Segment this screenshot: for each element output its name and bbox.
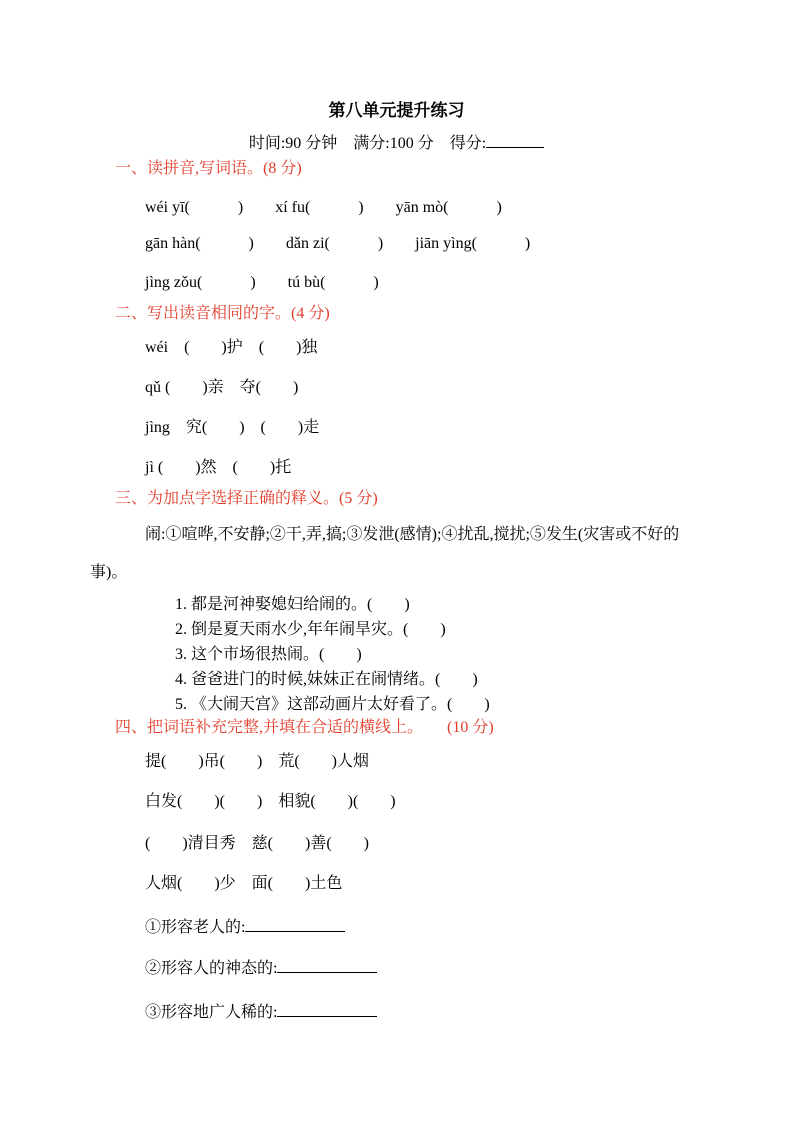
pinyin-row-2: gān hàn( ) dǎn zi( ) jiān yìng( ) <box>145 235 531 252</box>
meaning-item-2: 2. 倒是夏天雨水少,年年闹旱灾。( ) <box>175 621 446 638</box>
fill-item-2-blank-line <box>277 958 377 973</box>
meta-text: 时间:90 分钟 满分:100 分 得分: <box>248 135 487 152</box>
exam-meta <box>90 133 703 155</box>
word-complete-row-3: ( )清目秀 慈( )善( ) <box>145 835 369 852</box>
section-4-heading: 四、把词语补充完整,并填在合适的横线上。 (10 分) <box>115 719 494 736</box>
pinyin-row-3: jìng zǒu( ) tú bù( ) <box>145 274 379 291</box>
meaning-item-3: 3. 这个市场很热闹。( ) <box>175 646 362 663</box>
same-sound-row-4: jì ( )然 ( )托 <box>145 459 292 476</box>
fill-item-2-label: ②形容人的神态的: <box>145 960 278 977</box>
page-title: 第八单元提升练习 <box>328 101 465 120</box>
pinyin-row-1: wéi yī( ) xí fu( ) yān mò( ) <box>145 199 502 216</box>
fill-item-2 <box>145 958 703 980</box>
section-1-heading: 一、读拼音,写词语。(8 分) <box>115 160 302 177</box>
section-3-heading: 三、为加点字选择正确的释义。(5 分) <box>115 490 378 507</box>
fill-item-3-label: ③形容地广人稀的: <box>145 1004 278 1021</box>
same-sound-row-3: jìng 究( ) ( )走 <box>145 419 320 436</box>
word-complete-row-4: 人烟( )少 面( )土色 <box>145 875 343 892</box>
meaning-item-4: 4. 爸爸进门的时候,妹妹正在闹情绪。( ) <box>175 671 478 688</box>
word-complete-row-2: 白发( )( ) 相貌( )( ) <box>145 793 396 810</box>
score-blank-line <box>486 133 544 148</box>
fill-item-1-label: ①形容老人的: <box>145 919 246 936</box>
fill-item-1 <box>145 917 703 939</box>
fill-item-1-blank-line <box>245 917 345 932</box>
fill-item-3 <box>145 1002 703 1024</box>
meaning-item-1: 1. 都是河神娶媳妇给闹的。( ) <box>175 596 410 613</box>
section-2-heading: 二、写出读音相同的字。(4 分) <box>115 305 330 322</box>
same-sound-row-2: qǔ ( )亲 夺( ) <box>145 379 299 396</box>
word-complete-row-1: 提( )吊( ) 荒( )人烟 <box>145 753 369 770</box>
definition-paragraph: 闹:①喧哗,不安静;②干,弄,搞;③发泄(感情);④扰乱,搅扰;⑤发生(灾害或不好的事)。 <box>90 526 680 581</box>
meaning-item-5: 5. 《大闹天宫》这部动画片太好看了。( ) <box>175 696 490 713</box>
fill-item-3-blank-line <box>277 1002 377 1017</box>
same-sound-row-1: wéi ( )护 ( )独 <box>145 339 318 356</box>
